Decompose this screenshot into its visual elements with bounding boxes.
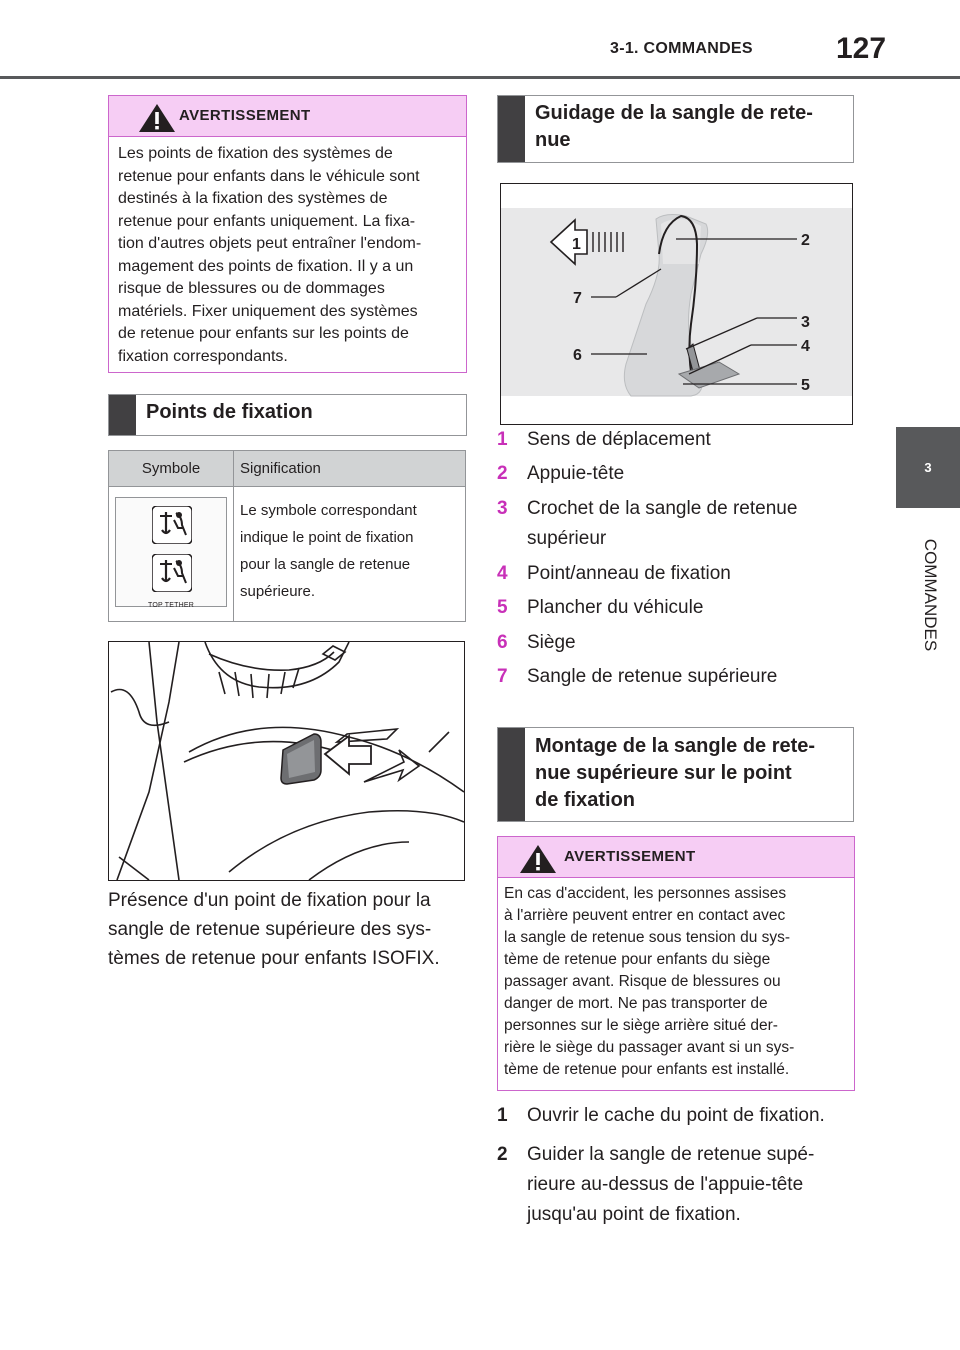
child-seat-anchor-icon [152, 554, 192, 592]
list-text: Sens de déplacement [527, 429, 711, 450]
chapter-label-text: COMMANDES [921, 538, 940, 652]
top-tether-symbol [115, 497, 227, 607]
step-text: jusqu'au point de fixation. [527, 1204, 741, 1225]
warning-header [109, 96, 466, 137]
caption-line: tèmes de retenue pour enfants ISOFIX. [108, 948, 440, 969]
list-text: Point/anneau de fixation [527, 563, 731, 584]
warning-line: destinés à la fixation des systèmes de [118, 190, 388, 207]
list-text: Crochet de la sangle de retenue [527, 498, 798, 519]
list-text: Appuie-tête [527, 463, 625, 484]
callout-5: 5 [801, 377, 810, 394]
warning-line: tème de retenue pour enfants du siège [504, 951, 771, 968]
warning-line: magement des points de fixation. Il y a un [118, 257, 414, 275]
warning-line: à l'arrière peuvent entrer en contact avec [504, 907, 786, 924]
warning-line: la sangle de retenue sous tension du sys- [504, 929, 791, 946]
col-meaning: Signification [234, 451, 466, 487]
child-seat-anchor-icon [152, 506, 192, 544]
guide-heading-text [535, 100, 813, 154]
seat-tether-illustration [501, 184, 852, 424]
mount-heading-text [535, 733, 815, 814]
mount-heading [497, 727, 854, 822]
warning-line: rière le siège du passager avant si un sys- [504, 1039, 795, 1056]
car-interior-illustration [109, 642, 464, 880]
meaning-line: pour la sangle de retenue [240, 556, 411, 573]
warning-line: fixation correspondants. [118, 347, 288, 365]
list-number: 2 [497, 463, 508, 484]
warning-line: tion d'autres objets peut entraîner l'endom- [118, 235, 422, 252]
meaning-cell [234, 487, 466, 622]
step-number: 2 [497, 1144, 508, 1165]
list-number: 3 [497, 498, 508, 519]
step-number: 1 [497, 1105, 508, 1126]
figure-anchor-point [108, 641, 465, 881]
step-text: rieure au-dessus de l'appuie-tête [527, 1174, 804, 1195]
guide-heading [497, 95, 854, 163]
points-heading-text: Points de fixation [146, 401, 313, 423]
callout-7: 7 [573, 290, 582, 307]
figure1-caption [108, 886, 473, 973]
heading-line: Montage de la sangle de rete- [535, 735, 816, 757]
list-text: Sangle de retenue supérieure [527, 666, 778, 687]
symbol-cell [109, 487, 234, 622]
warning-title: AVERTISSEMENT [564, 848, 696, 865]
callout-1: 1 [572, 236, 581, 253]
list-number: 5 [497, 597, 508, 618]
warning-line: risque de blessures ou de dommages [118, 280, 385, 297]
warning-line: de retenue pour enfants sur les points de [118, 325, 409, 342]
warning-line: retenue pour enfants uniquement. La fixa- [118, 212, 416, 230]
warning-line: Les points de fixation des systèmes de [118, 145, 393, 162]
list-text: supérieur [527, 528, 607, 549]
warning-body [109, 137, 466, 374]
chapter-label [920, 530, 940, 660]
list-text: Plancher du véhicule [527, 597, 704, 618]
warning-icon [137, 102, 177, 134]
meaning-line: indique le point de fixation [240, 529, 414, 546]
heading-bar [498, 728, 525, 821]
heading-line: nue supérieure sur le point [535, 762, 792, 784]
meaning-line: supérieure. [240, 583, 316, 600]
warning-box-2 [497, 836, 855, 1091]
warning-line: retenue pour enfants dans le véhicule sont [118, 167, 420, 185]
symbol-table [108, 450, 466, 622]
meaning-line: Le symbole correspondant [240, 502, 417, 519]
page-number: 127 [836, 32, 887, 65]
heading-line: de fixation [535, 789, 636, 811]
callout-6: 6 [573, 347, 582, 364]
list-number: 6 [497, 632, 508, 653]
header-rule [0, 76, 960, 79]
warning-line: tème de retenue pour enfants est installé. [504, 1061, 790, 1078]
caption-line: sangle de retenue supérieure des sys- [108, 919, 432, 940]
heading-line: Guidage de la sangle de rete- [535, 102, 813, 124]
warning-body [498, 878, 854, 1086]
points-heading [108, 394, 467, 436]
caption-line: Présence d'un point de fixation pour la [108, 890, 431, 911]
heading-bar [109, 395, 136, 435]
figure-tether-routing [500, 183, 853, 425]
col-symbol: Symbole [109, 451, 234, 487]
warning-line: personnes sur le siège arrière situé der- [504, 1017, 778, 1034]
top-tether-label: TOP TETHER [148, 602, 194, 609]
warning-line: danger de mort. Ne pas transporter de [504, 995, 768, 1012]
section-title: 3-1. COMMANDES [610, 40, 753, 57]
callout-4: 4 [801, 338, 810, 355]
list-number: 4 [497, 563, 508, 584]
list-text: Siège [527, 632, 576, 653]
list-number: 7 [497, 666, 508, 687]
step-text: Ouvrir le cache du point de fixation. [527, 1105, 825, 1126]
step-text: Guider la sangle de retenue supé- [527, 1144, 815, 1165]
warning-line: matériels. Fixer uniquement des systèmes [118, 302, 418, 320]
warning-icon [518, 843, 558, 875]
warning-line: passager avant. Risque de blessures ou [504, 973, 781, 990]
warning-box-1 [108, 95, 467, 373]
warning-line: En cas d'accident, les personnes assises [504, 885, 787, 902]
warning-header [498, 837, 854, 878]
warning-title: AVERTISSEMENT [179, 107, 311, 124]
callout-2: 2 [801, 232, 810, 249]
heading-bar [498, 96, 525, 162]
chapter-tab: 3 [896, 427, 960, 508]
heading-line: nue [535, 129, 571, 151]
list-number: 1 [497, 429, 508, 450]
callout-3: 3 [801, 314, 810, 331]
